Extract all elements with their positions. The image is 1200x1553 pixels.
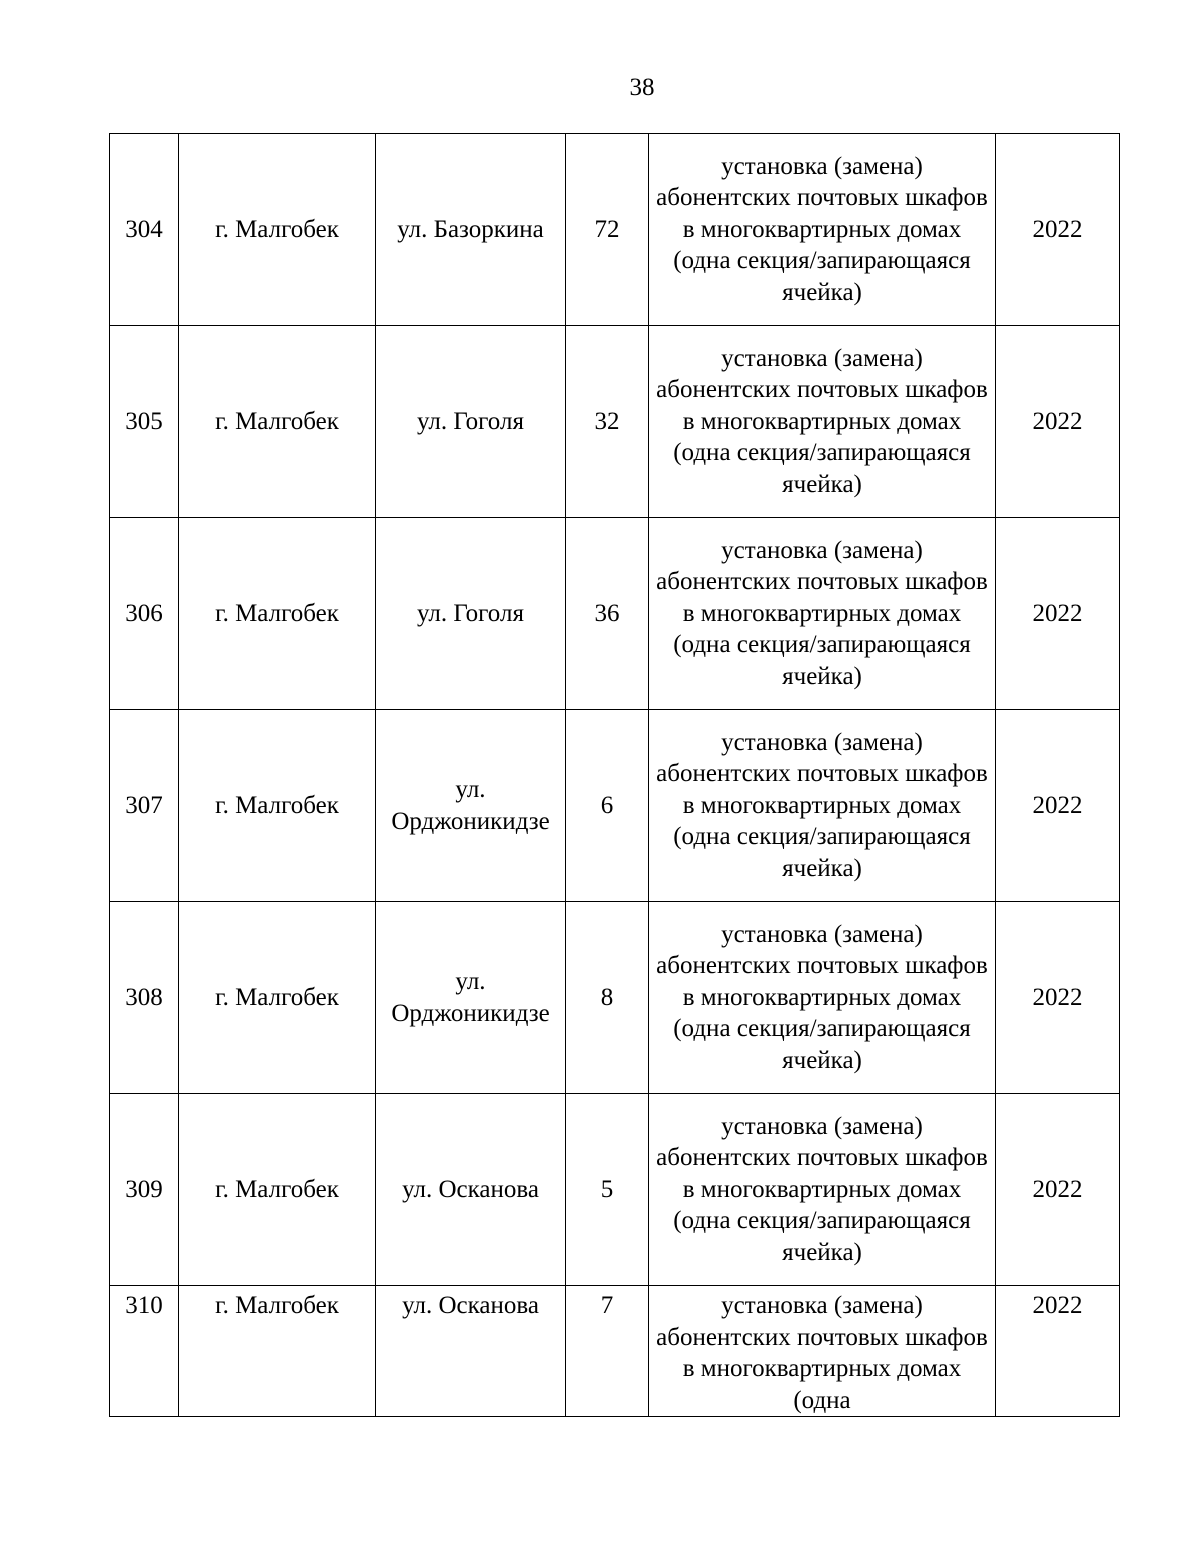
city-cell: г. Малгобек bbox=[179, 902, 376, 1094]
row-number-cell: 308 bbox=[110, 902, 179, 1094]
works-table-body bbox=[110, 134, 1120, 1417]
work-description-cell: установка (замена) абонентских почтовых шкафов в многоквартирных домах (одна bbox=[649, 1286, 996, 1417]
street-cell: ул. Базоркина bbox=[376, 134, 566, 326]
year-cell: 2022 bbox=[996, 518, 1120, 710]
page-number: 38 bbox=[629, 74, 655, 101]
street-cell: ул. Гоголя bbox=[376, 326, 566, 518]
row-number-cell: 307 bbox=[110, 710, 179, 902]
table-row bbox=[110, 1094, 1120, 1286]
year-cell: 2022 bbox=[996, 1286, 1120, 1417]
works-table bbox=[109, 133, 1120, 1417]
house-cell: 32 bbox=[566, 326, 649, 518]
street-cell: ул. Орджоникидзе bbox=[376, 710, 566, 902]
table-row bbox=[110, 134, 1120, 326]
work-description-cell: установка (замена) абонентских почтовых шкафов в многоквартирных домах (одна секция/запирающаяся ячейка) bbox=[649, 710, 996, 902]
house-cell: 36 bbox=[566, 518, 649, 710]
street-cell: ул. Орджоникидзе bbox=[376, 902, 566, 1094]
year-cell: 2022 bbox=[996, 326, 1120, 518]
work-description-cell: установка (замена) абонентских почтовых шкафов в многоквартирных домах (одна секция/запирающаяся ячейка) bbox=[649, 518, 996, 710]
table-row bbox=[110, 518, 1120, 710]
house-cell: 5 bbox=[566, 1094, 649, 1286]
year-cell: 2022 bbox=[996, 902, 1120, 1094]
year-cell: 2022 bbox=[996, 134, 1120, 326]
work-description-cell: установка (замена) абонентских почтовых шкафов в многоквартирных домах (одна секция/запирающаяся ячейка) bbox=[649, 134, 996, 326]
row-number-cell: 306 bbox=[110, 518, 179, 710]
city-cell: г. Малгобек bbox=[179, 134, 376, 326]
row-number-cell: 304 bbox=[110, 134, 179, 326]
row-number-cell: 305 bbox=[110, 326, 179, 518]
city-cell: г. Малгобек bbox=[179, 518, 376, 710]
house-cell: 72 bbox=[566, 134, 649, 326]
year-cell: 2022 bbox=[996, 1094, 1120, 1286]
city-cell: г. Малгобек bbox=[179, 710, 376, 902]
table-row bbox=[110, 710, 1120, 902]
house-cell: 7 bbox=[566, 1286, 649, 1417]
table-row bbox=[110, 326, 1120, 518]
work-description-cell: установка (замена) абонентских почтовых шкафов в многоквартирных домах (одна секция/запирающаяся ячейка) bbox=[649, 1094, 996, 1286]
city-cell: г. Малгобек bbox=[179, 326, 376, 518]
work-description-cell: установка (замена) абонентских почтовых шкафов в многоквартирных домах (одна секция/запирающаяся ячейка) bbox=[649, 902, 996, 1094]
table-row bbox=[110, 902, 1120, 1094]
house-cell: 8 bbox=[566, 902, 649, 1094]
house-cell: 6 bbox=[566, 710, 649, 902]
year-cell: 2022 bbox=[996, 710, 1120, 902]
street-cell: ул. Осканова bbox=[376, 1094, 566, 1286]
work-description-cell: установка (замена) абонентских почтовых шкафов в многоквартирных домах (одна секция/запирающаяся ячейка) bbox=[649, 326, 996, 518]
street-cell: ул. Осканова bbox=[376, 1286, 566, 1417]
row-number-cell: 309 bbox=[110, 1094, 179, 1286]
city-cell: г. Малгобек bbox=[179, 1094, 376, 1286]
city-cell: г. Малгобек bbox=[179, 1286, 376, 1417]
row-number-cell: 310 bbox=[110, 1286, 179, 1417]
street-cell: ул. Гоголя bbox=[376, 518, 566, 710]
table-row bbox=[110, 1286, 1120, 1417]
